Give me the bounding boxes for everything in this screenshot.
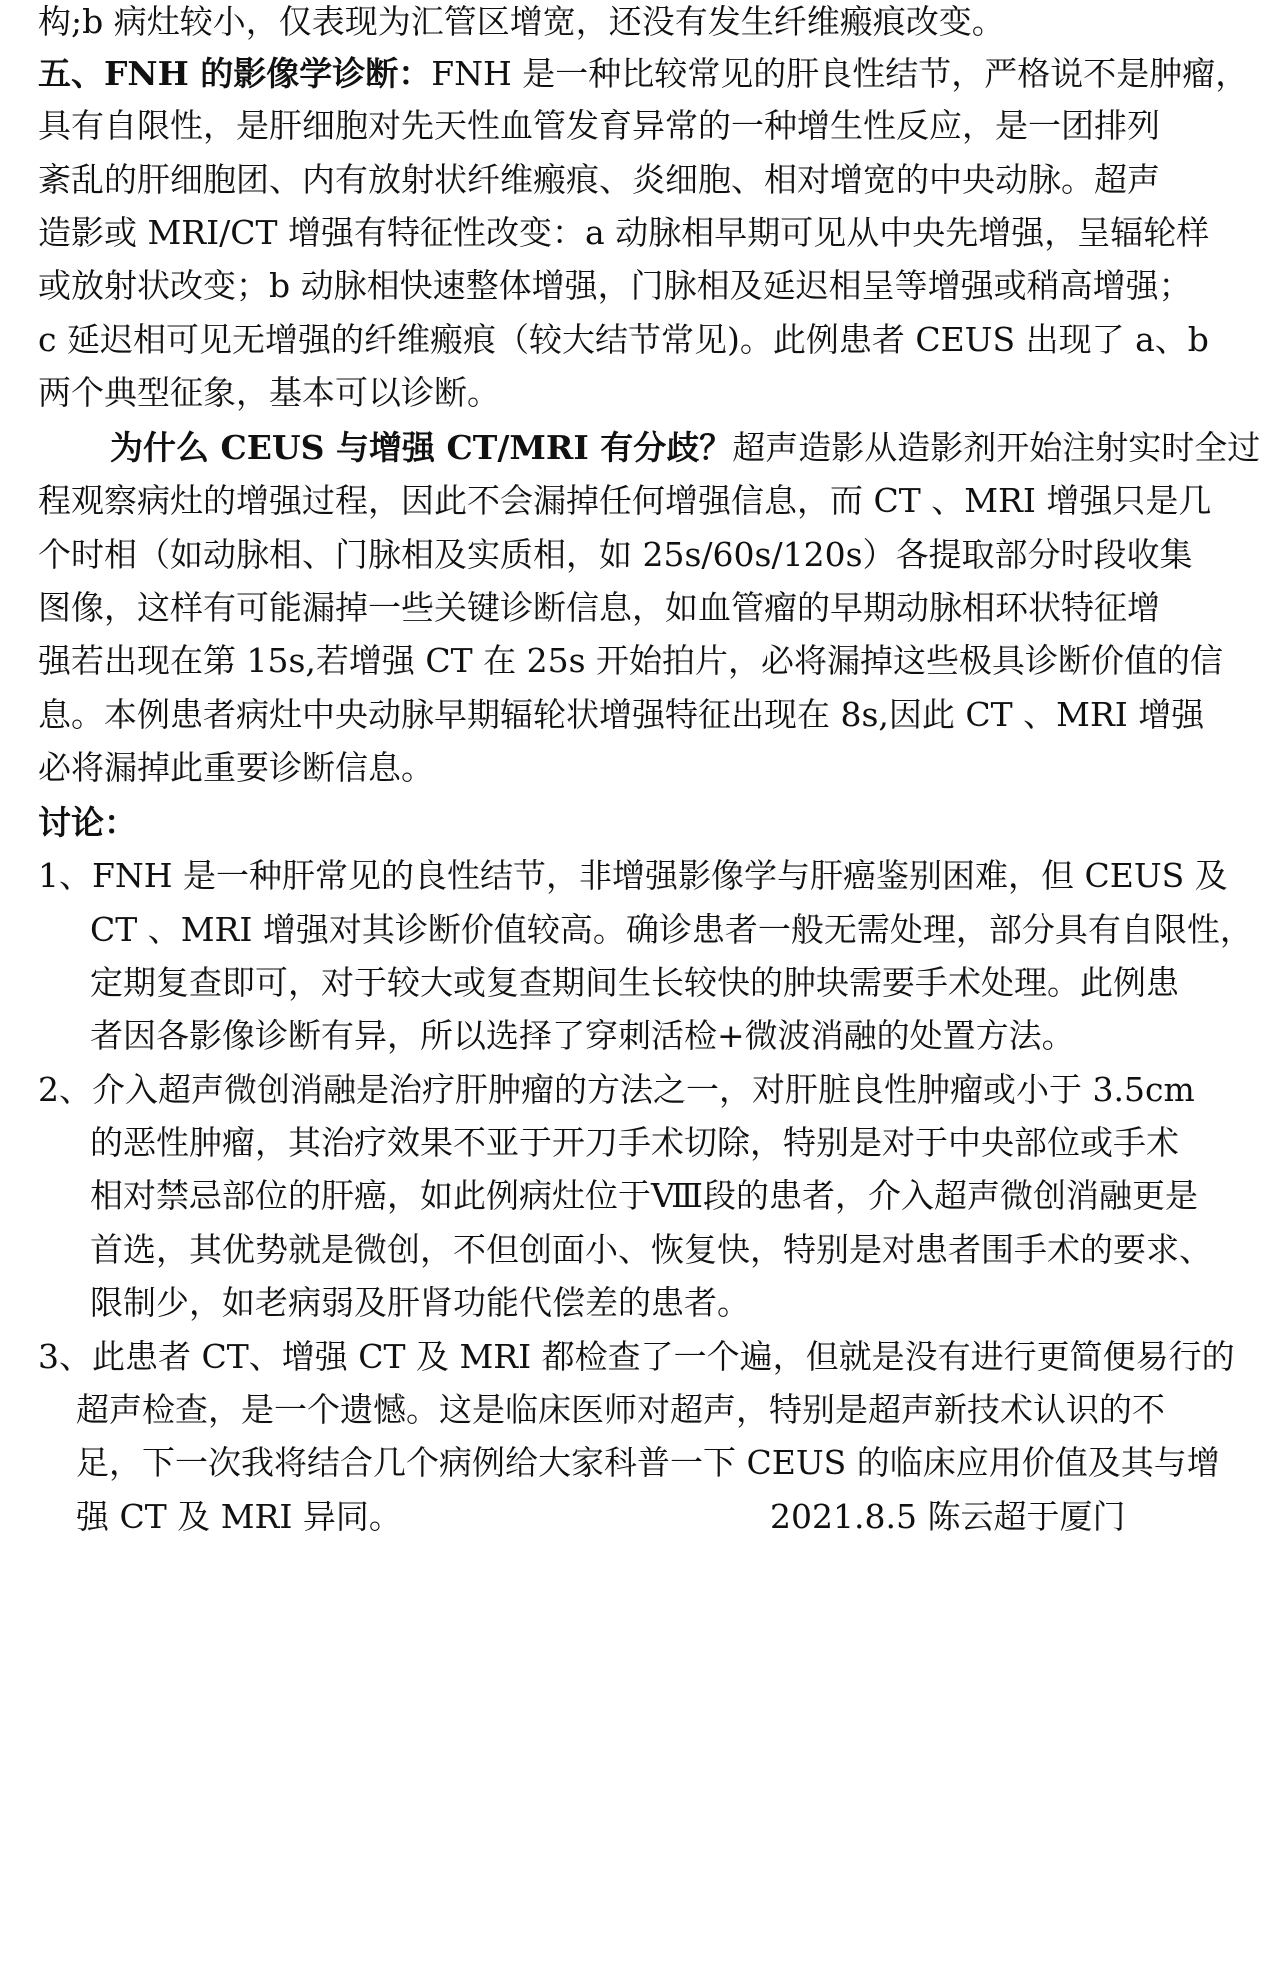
list-item-line: 首选，其优势就是微创，不但创面小、恢复快，特别是对患者围手术的要求、 — [90, 1230, 1212, 1269]
paragraph-line: 两个典型征象，基本可以诊断。 — [38, 373, 500, 412]
section-heading-line: 为什么 CEUS 与增强 CT/MRI 有分歧？超声造影从造影剂开始注射实时全过 — [110, 428, 1261, 467]
paragraph-line: c 延迟相可见无增强的纤维瘢痕（较大结节常见)。此例患者 CEUS 出现了 a、b — [38, 320, 1209, 359]
list-item-line: 2、介入超声微创消融是治疗肝肿瘤的方法之一，对肝脏良性肿瘤或小于 3.5cm — [38, 1070, 1195, 1109]
section-heading-line — [38, 803, 137, 843]
section-heading: 五、FNH 的影像学诊断： — [38, 54, 432, 93]
section-heading: 为什么 CEUS 与增强 CT/MRI 有分歧？ — [110, 428, 733, 467]
list-item-line: 定期复查即可，对于较大或复查期间生长较快的肿块需要手术处理。此例患 — [90, 963, 1179, 1002]
paragraph-line: 程观察病灶的增强过程，因此不会漏掉任何增强信息，而 CT 、MRI 增强只是几 — [38, 481, 1212, 520]
paragraph-line: 强若出现在第 15s,若增强 CT 在 25s 开始拍片，必将漏掉这些极具诊断价值的信 — [38, 641, 1224, 680]
section-heading-line: 五、FNH 的影像学诊断：FNH 是一种比较常见的肝良性结节，严格说不是肿瘤， — [38, 54, 1249, 93]
list-item-line: 3、此患者 CT、增强 CT 及 MRI 都检查了一个遍，但就是没有进行更简便易行的 — [38, 1337, 1235, 1376]
paragraph-line: 造影或 MRI/CT 增强有特征性改变：a 动脉相早期可见从中央先增强，呈辐轮样 — [38, 213, 1210, 252]
list-item-line: 的恶性肿瘤，其治疗效果不亚于开刀手术切除，特别是对于中央部位或手术 — [90, 1123, 1179, 1162]
list-item-line: 强 CT 及 MRI 异同。 — [76, 1497, 402, 1536]
paragraph-line: 构;b 病灶较小，仅表现为汇管区增宽，还没有发生纤维瘢痕改变。 — [38, 2, 1005, 41]
paragraph-line: 个时相（如动脉相、门脉相及实质相，如 25s/60s/120s）各提取部分时段收集 — [38, 535, 1193, 574]
list-item-line: 1、FNH 是一种肝常见的良性结节，非增强影像学与肝癌鉴别困难，但 CEUS 及 — [38, 856, 1228, 895]
list-item-line: CT 、MRI 增强对其诊断价值较高。确诊患者一般无需处理，部分具有自限性， — [90, 910, 1253, 949]
paragraph-line: 或放射状改变；b 动脉相快速整体增强，门脉相及延迟相呈等增强或稍高增强； — [38, 266, 1192, 305]
section-heading: 讨论： — [38, 803, 137, 842]
list-item-line: 超声检查，是一个遗憾。这是临床医师对超声，特别是超声新技术认识的不 — [76, 1390, 1165, 1429]
paragraph-line: 必将漏掉此重要诊断信息。 — [38, 748, 434, 787]
list-item-line: 相对禁忌部位的肝癌，如此例病灶位于Ⅷ段的患者，介入超声微创消融更是 — [90, 1176, 1198, 1215]
paragraph-line: 具有自限性，是肝细胞对先天性血管发育异常的一种增生性反应，是一团排列 — [38, 106, 1160, 145]
paragraph-line: 图像，这样有可能漏掉一些关键诊断信息，如血管瘤的早期动脉相环状特征增 — [38, 588, 1160, 627]
list-item-line: 限制少，如老病弱及肝肾功能代偿差的患者。 — [90, 1283, 750, 1322]
paragraph-line: 紊乱的肝细胞团、内有放射状纤维瘢痕、炎细胞、相对增宽的中央动脉。超声 — [38, 160, 1160, 199]
list-item-line: 足，下一次我将结合几个病例给大家科普一下 CEUS 的临床应用价值及其与增 — [76, 1443, 1220, 1482]
signature-line: 2021.8.5 陈云超于厦门 — [770, 1497, 1126, 1536]
list-item-line: 者因各影像诊断有异，所以选择了穿刺活检+微波消融的处置方法。 — [90, 1016, 1075, 1055]
paragraph-line: 息。本例患者病灶中央动脉早期辐轮状增强特征出现在 8s,因此 CT 、MRI 增强 — [38, 695, 1205, 734]
